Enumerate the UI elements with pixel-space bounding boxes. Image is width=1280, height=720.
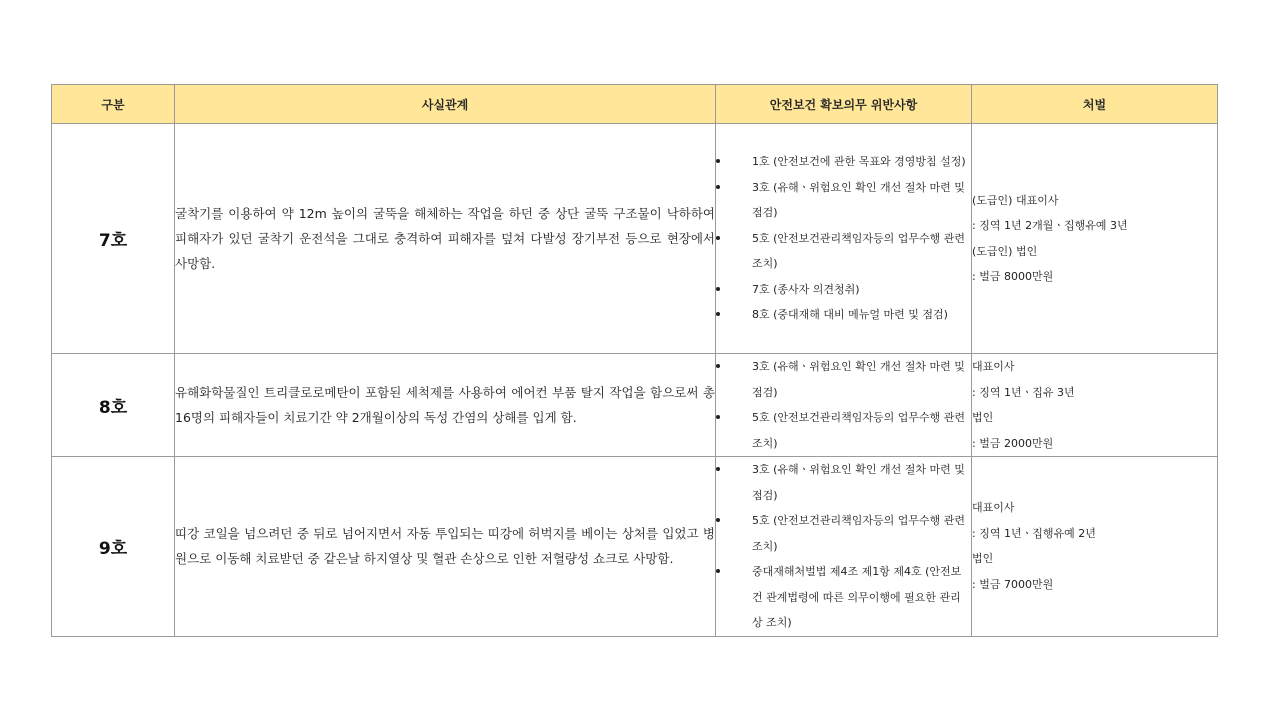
case-facts: 띠강 코일을 넘으려던 중 뒤로 넘어지면서 자동 투입되는 띠강에 허벅지를 베이는 상처를 입었고 병원으로 이동해 치료받던 중 같은날 하지열상 및 혈관 손상으로 인한 저혈량성 쇼크로 사망함. — [175, 457, 716, 637]
cases-table — [51, 84, 1218, 637]
violation-item: 5호 (안전보건관리책임자등의 업무수행 관련 조치) — [716, 226, 971, 277]
violation-item: 중대재해처벌법 제4조 제1항 제4호 (안전보건 관계법령에 따른 의무이행에 필요한 관리상 조치) — [716, 559, 971, 636]
header-facts: 사실관계 — [175, 85, 716, 124]
header-violations: 안전보건 확보의무 위반사항 — [716, 85, 972, 124]
violation-item: 3호 (유해ㆍ위험요인 확인 개선 절차 마련 및 점검) — [716, 354, 971, 405]
table-row — [52, 124, 1218, 354]
penalty-line: 법인 — [972, 411, 994, 424]
penalty-line: : 징역 1년 2개월ㆍ집행유예 3년 — [972, 219, 1128, 232]
penalty-line: : 벌금 8000만원 — [972, 270, 1054, 283]
penalty-cell — [972, 354, 1218, 457]
penalty-cell — [972, 124, 1218, 354]
penalty-line: 대표이사 — [972, 360, 1015, 373]
violations-cell — [716, 457, 972, 637]
penalty-line: : 벌금 7000만원 — [972, 577, 1054, 591]
violation-item: 1호 (안전보건에 관한 목표와 경영방침 설정) — [716, 149, 971, 175]
violation-item: 8호 (중대재해 대비 메뉴얼 마련 및 점검) — [716, 302, 971, 328]
case-number: 7호 — [52, 124, 175, 354]
case-facts: 굴착기를 이용하여 약 12m 높이의 굴뚝을 해체하는 작업을 하던 중 상단 굴뚝 구조물이 낙하하여 피해자가 있던 굴착기 운전석을 그대로 충격하여 피해자를 덮쳐 다발성 장기부전 등으로 현장에서 사망함. — [175, 124, 716, 354]
header-row — [52, 85, 1218, 124]
penalty-line: 대표이사 — [972, 501, 1015, 515]
violations-list — [716, 354, 971, 456]
penalty-line: : 징역 1년ㆍ집행유예 2년 — [972, 526, 1096, 540]
case-facts: 유해화학물질인 트리클로로메탄이 포함된 세척제를 사용하여 에어컨 부품 탈지 작업을 함으로써 총 16명의 피해자들이 치료기간 약 2개월이상의 독성 간염의 상해를 입게 함. — [175, 354, 716, 457]
violations-list — [716, 149, 971, 328]
violation-item: 5호 (안전보건관리책임자등의 업무수행 관련 조치) — [716, 508, 971, 559]
violations-cell — [716, 124, 972, 354]
penalty-line: : 징역 1년ㆍ집유 3년 — [972, 385, 1075, 399]
violation-item: 7호 (종사자 의견청취) — [716, 277, 971, 303]
table-row — [52, 457, 1218, 637]
case-number: 9호 — [52, 457, 175, 637]
case-number: 8호 — [52, 354, 175, 457]
penalty-cell — [972, 457, 1218, 637]
penalty-line: : 벌금 2000만원 — [972, 436, 1054, 450]
header-penalty: 처벌 — [972, 85, 1218, 124]
violations-list — [716, 457, 971, 636]
penalty-line: (도급인) 대표이사 — [972, 193, 1059, 207]
header-category: 구분 — [52, 85, 175, 124]
violation-item: 5호 (안전보건관리책임자등의 업무수행 관련 조치) — [716, 405, 971, 456]
table-row — [52, 354, 1218, 457]
penalty-line: 법인 — [972, 552, 994, 566]
violation-item: 3호 (유해ㆍ위험요인 확인 개선 절차 마련 및 점검) — [716, 457, 971, 508]
penalty-line: (도급인) 법인 — [972, 244, 1038, 258]
violations-cell — [716, 354, 972, 457]
violation-item: 3호 (유해ㆍ위험요인 확인 개선 절차 마련 및 점검) — [716, 175, 971, 226]
